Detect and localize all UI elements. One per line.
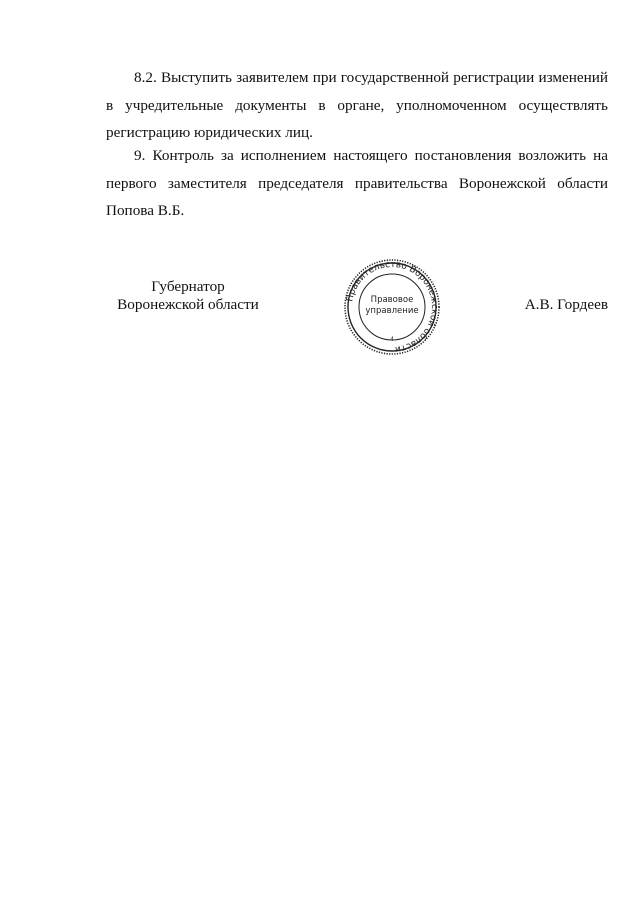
seal-inner-line2: управление	[365, 306, 419, 316]
paragraph-8-2: 8.2. Выступить заявителем при государственной регистрации изменений в учредительные документы в органе, уполномоченном осуществлять регистрацию юридических лиц.	[106, 69, 608, 141]
seal-inner-line1: Правовое	[370, 295, 414, 305]
signatory-title-line1: Губернатор	[151, 278, 225, 295]
signatory-title-line2: Воронежской области	[117, 296, 259, 313]
seal-outer-text: Правительство Воронежской области	[345, 259, 440, 354]
official-seal-stamp	[337, 257, 447, 357]
seal-number: 4	[390, 336, 394, 343]
paragraph-9: 9. Контроль за исполнением настоящего постановления возложить на первого заместителя председателя правительства Воронежской области Попова В.Б.	[106, 147, 608, 219]
signatory-title	[108, 278, 268, 314]
signatory-name: А.В. Гордеев	[524, 296, 608, 313]
